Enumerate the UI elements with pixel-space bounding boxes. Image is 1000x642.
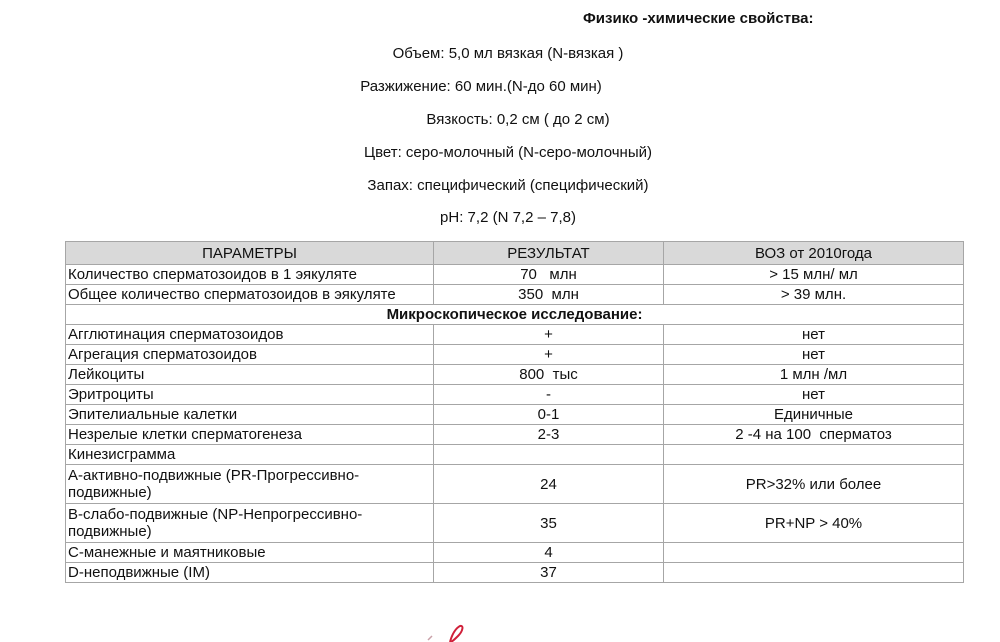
table-row	[66, 425, 964, 445]
table-row	[66, 365, 964, 385]
table-row	[66, 465, 964, 504]
table-row	[66, 405, 964, 425]
table-row	[66, 563, 964, 583]
result-cell: 35	[434, 504, 664, 543]
table-row	[66, 543, 964, 563]
table-row	[66, 385, 964, 405]
param-cell: С-манежные и маятниковые	[66, 543, 434, 563]
norm-cell: 1 млн /мл	[664, 365, 964, 385]
header-who-norm: ВОЗ от 2010года	[664, 242, 964, 265]
norm-cell: нет	[664, 345, 964, 365]
header-result: РЕЗУЛЬТАТ	[434, 242, 664, 265]
norm-cell: нет	[664, 385, 964, 405]
param-cell: Агрегация сперматозоидов	[66, 345, 434, 365]
norm-cell	[664, 445, 964, 465]
section-row-microscopic	[66, 305, 964, 325]
table-row	[66, 285, 964, 305]
result-cell	[434, 445, 664, 465]
property-volume: Объем: 5,0 мл вязкая (N-вязкая )	[392, 45, 624, 62]
table-header-row	[66, 242, 964, 265]
result-cell: 24	[434, 465, 664, 504]
norm-cell: нет	[664, 325, 964, 345]
param-cell: А-активно-подвижные (PR-Прогрессивно-подвижные)	[66, 465, 434, 504]
table-row	[66, 265, 964, 285]
param-cell: Эпителиальные калетки	[66, 405, 434, 425]
param-cell: Эритроциты	[66, 385, 434, 405]
norm-cell	[664, 563, 964, 583]
results-table	[65, 241, 964, 583]
param-cell: D-неподвижные (IM)	[66, 563, 434, 583]
signature-mark-icon	[420, 622, 480, 642]
param-cell: В-слабо-подвижные (NP-Непрогрессивно-подвижные)	[66, 504, 434, 543]
result-cell: -	[434, 385, 664, 405]
table-row	[66, 325, 964, 345]
param-cell: Количество сперматозоидов в 1 эякуляте	[66, 265, 434, 285]
param-cell: Кинезисграмма	[66, 445, 434, 465]
header-parameters: ПАРАМЕТРЫ	[66, 242, 434, 265]
norm-cell: > 15 млн/ мл	[664, 265, 964, 285]
property-viscosity: Вязкость: 0,2 см ( до 2 см)	[426, 111, 610, 128]
result-cell: 70 млн	[434, 265, 664, 285]
section-title-physicochemical: Физико -химические свойства:	[583, 10, 814, 27]
result-cell: 350 млн	[434, 285, 664, 305]
table-row	[66, 345, 964, 365]
table-row	[66, 445, 964, 465]
result-cell: 0-1	[434, 405, 664, 425]
result-cell: 4	[434, 543, 664, 563]
norm-cell: 2 -4 на 100 сперматоз	[664, 425, 964, 445]
result-cell: 800 тыс	[434, 365, 664, 385]
table-row	[66, 504, 964, 543]
property-ph: pH: 7,2 (N 7,2 – 7,8)	[440, 209, 576, 226]
param-cell: Общее количество сперматозоидов в эякуляте	[66, 285, 434, 305]
norm-cell: Единичные	[664, 405, 964, 425]
result-cell: 2-3	[434, 425, 664, 445]
property-liquefaction: Разжижение: 60 мин.(N-до 60 мин)	[360, 78, 602, 95]
norm-cell: PR>32% или более	[664, 465, 964, 504]
norm-cell	[664, 543, 964, 563]
norm-cell: > 39 млн.	[664, 285, 964, 305]
param-cell: Агглютинация сперматозоидов	[66, 325, 434, 345]
param-cell: Незрелые клетки сперматогенеза	[66, 425, 434, 445]
param-cell: Лейкоциты	[66, 365, 434, 385]
norm-cell: PR+NP > 40%	[664, 504, 964, 543]
property-odor: Запах: специфический (специфический)	[367, 177, 649, 194]
property-color: Цвет: серо-молочный (N-серо-молочный)	[363, 144, 652, 161]
result-cell: 37	[434, 563, 664, 583]
result-cell: +	[434, 345, 664, 365]
result-cell: +	[434, 325, 664, 345]
section-title-microscopic: Микроскопическое исследование:	[66, 305, 964, 325]
